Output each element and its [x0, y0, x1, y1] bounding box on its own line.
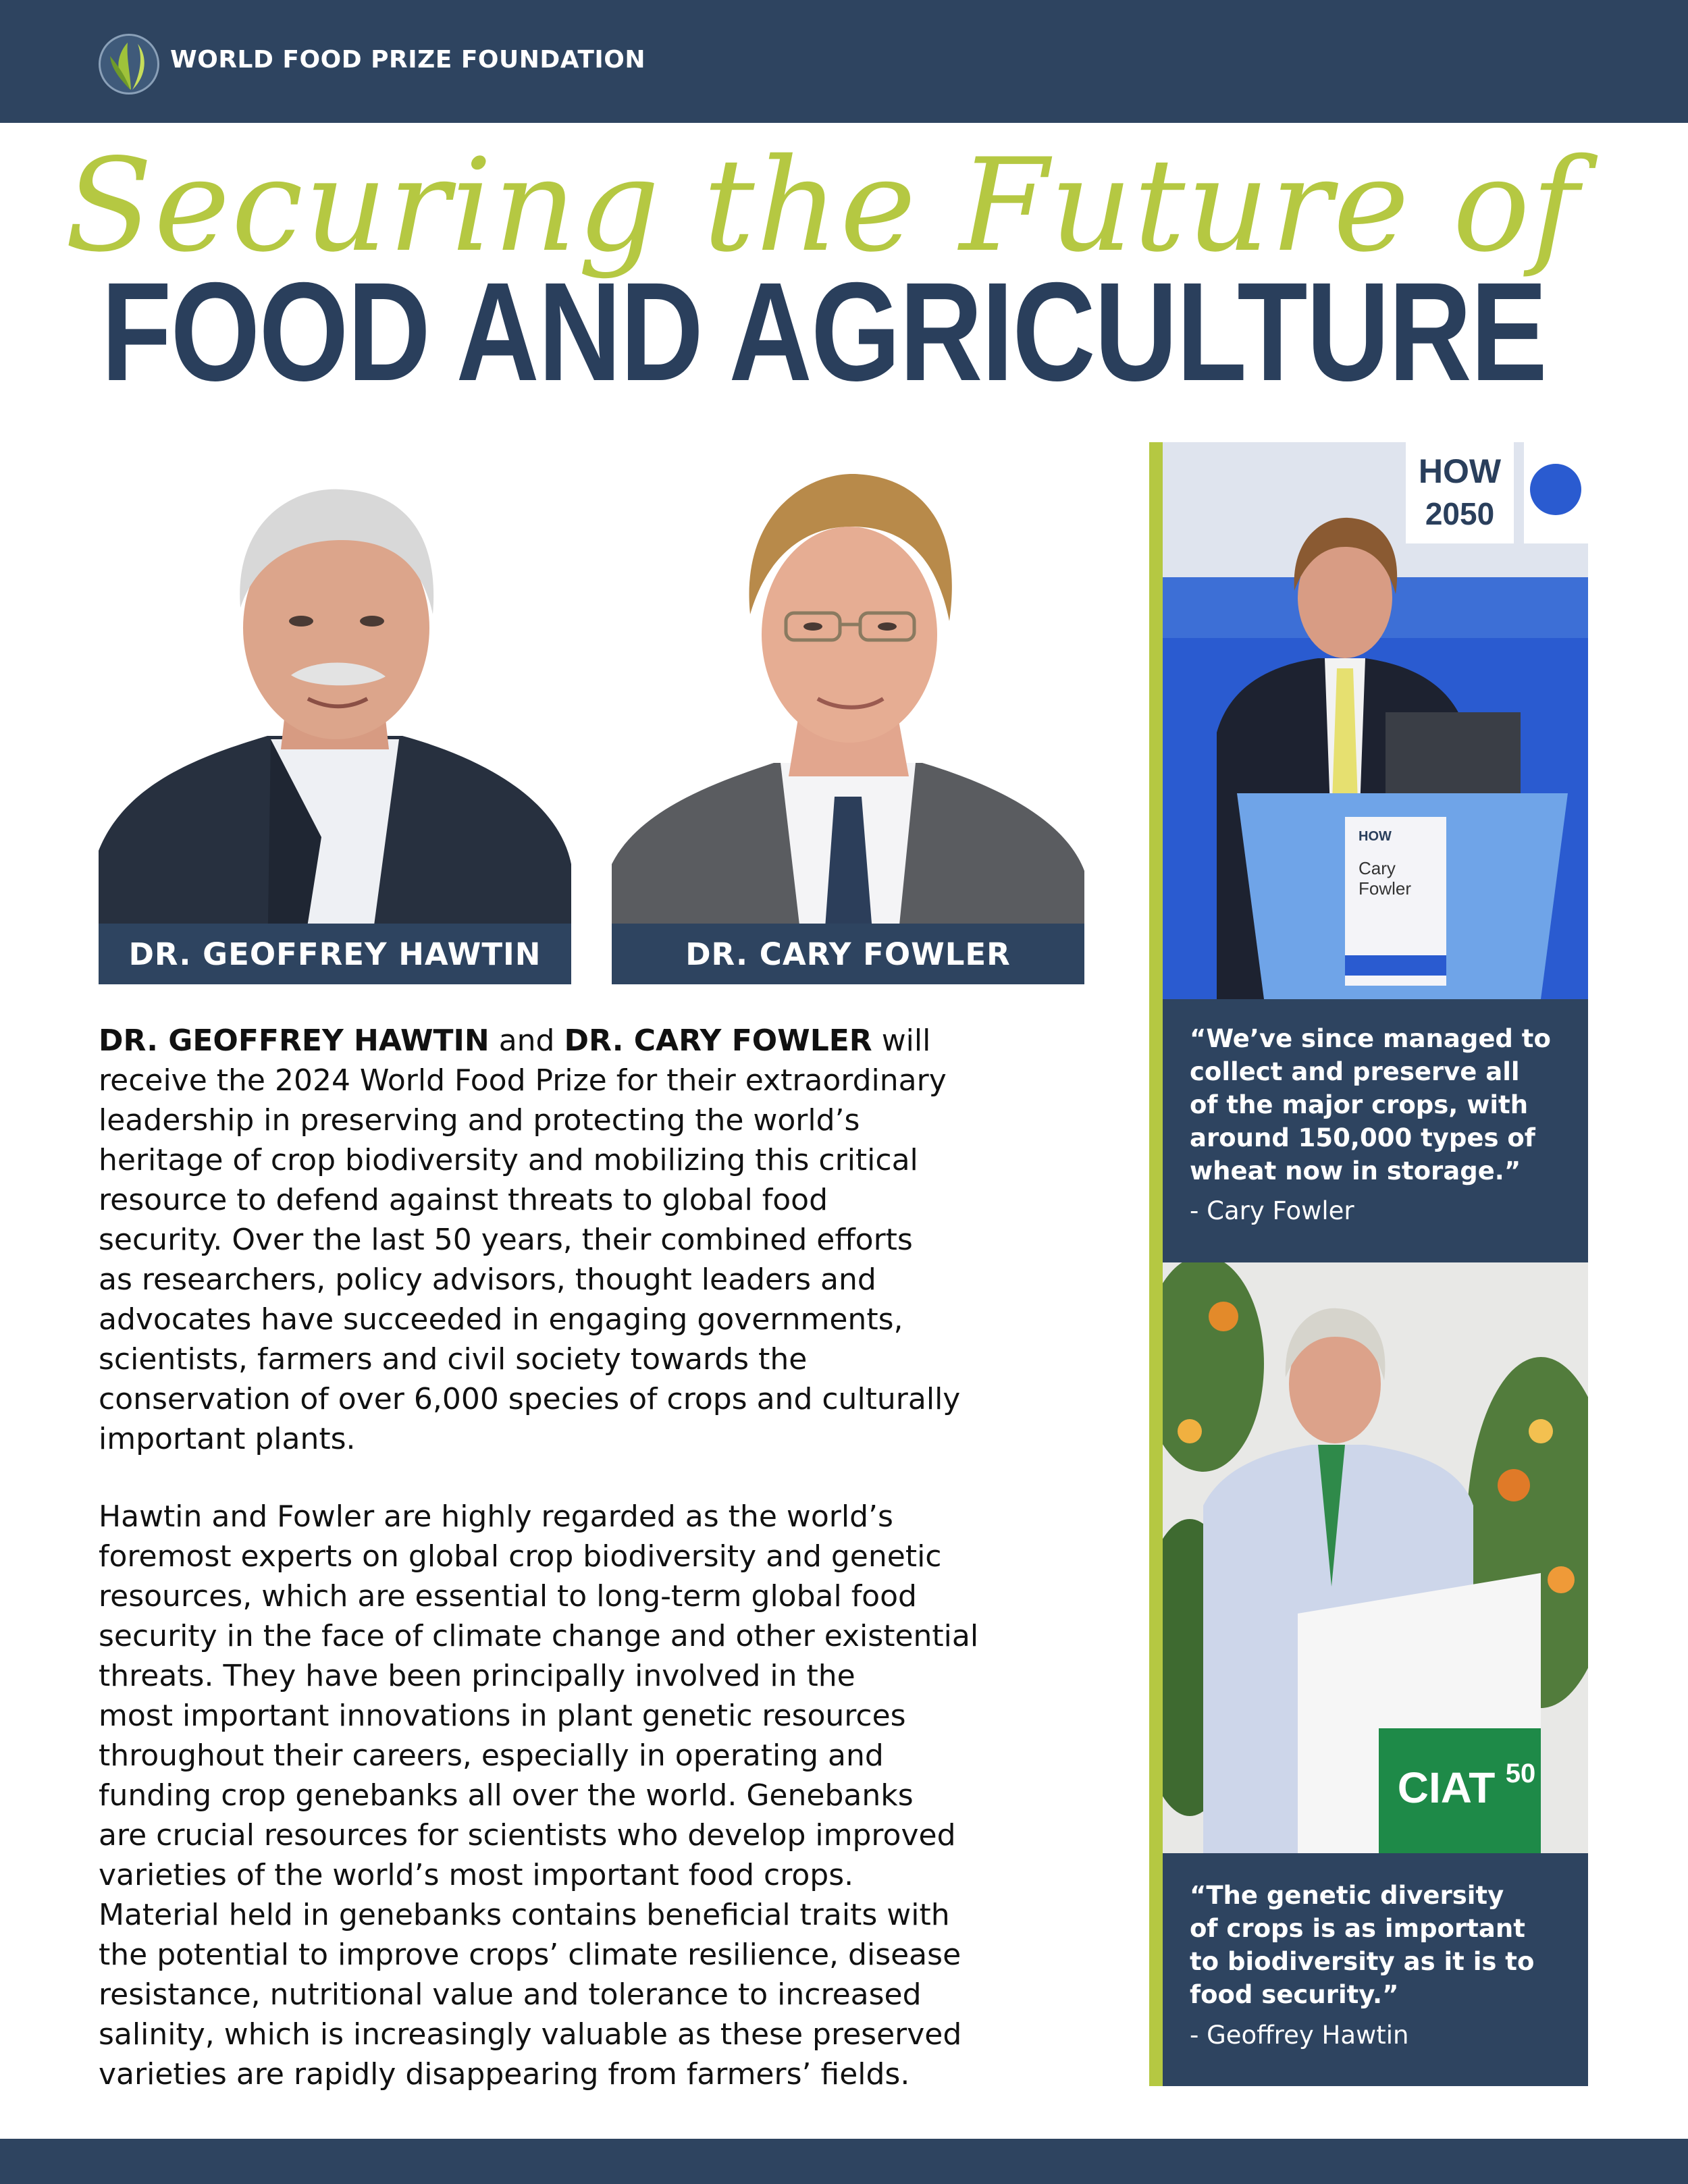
- quote-fowler: “We’ve since managed to collect and preserve all of the major crops, with around 150,000 types of wheat now in storage.”: [1190, 1024, 1551, 1186]
- banner-text: HOW: [1418, 452, 1502, 490]
- leaf-logo-icon: [99, 34, 159, 95]
- footer-bar: [0, 2139, 1688, 2184]
- quote-attribution-fowler: - Cary Fowler: [1190, 1196, 1354, 1225]
- article-paragraph-1: DR. GEOFFREY HAWTIN and DR. CARY FOWLER will receive the 2024 World Food Prize for their extraordinary leadership in preserving and protecting the world’s heritage of crop biodiversity and mobilizing this critical resource to defend against threats to global food security. Over the last 50 years, their combined efforts as researchers, policy advisors, thought leaders and advocates have succeeded in engaging governments, scientists, farmers and civil society towards the conservation of over 6,000 species of crops and culturally important plants.: [99, 1023, 961, 1456]
- badge-name-first: Cary: [1359, 858, 1396, 878]
- quote-hawtin: “The genetic diversity of crops is as important to biodiversity as it is to food security.”: [1190, 1881, 1535, 2009]
- name-label-fowler: DR. CARY FOWLER: [612, 924, 1084, 984]
- article-paragraph-2: Hawtin and Fowler are highly regarded as the world’s foremost experts on global crop biodiversity and genetic resources, which are essential to long-term global food security in the face of climate change and other existential threats. They have been principally involved in the most important innovations in plant genetic resources throughout their careers, especially in operating and funding crop genebanks all over the world. Genebanks are crucial resources for scientists who develop improved varieties of the world’s most important food crops. Material held in genebanks contains beneficial traits with the potential to improve crops’ climate resilience, disease resistance, nutritional value and tolerance to increased salinity, which is increasingly valuable as these preserved varieties are rapidly disappearing from farmers’ fields.: [99, 1499, 979, 2092]
- portrait-cary-fowler: [612, 432, 1084, 965]
- badge-name-last: Fowler: [1359, 878, 1412, 899]
- quote-attribution-hawtin: - Geoffrey Hawtin: [1190, 2021, 1409, 2050]
- quote-box-fowler: [1163, 999, 1588, 1262]
- portrait-geoffrey-hawtin: [99, 432, 571, 965]
- organization-name: WORLD FOOD PRIZE FOUNDATION: [170, 46, 646, 74]
- header-bar: [0, 0, 1688, 123]
- podium-sign-text: CIAT: [1397, 1763, 1496, 1812]
- page-title: FOOD AND AGRICULTURE: [101, 254, 1547, 410]
- podium-sign-number: 50: [1505, 1759, 1536, 1788]
- bold-name-hawtin: DR. GEOFFREY HAWTIN: [99, 1023, 490, 1058]
- name-label-hawtin: DR. GEOFFREY HAWTIN: [99, 924, 571, 984]
- badge-banner: HOW: [1359, 829, 1392, 844]
- script-title: Securing the Future of: [65, 131, 1581, 280]
- quote-box-hawtin: [1163, 1853, 1588, 2086]
- bold-name-fowler: DR. CARY FOWLER: [564, 1023, 872, 1058]
- photo-fowler-podium: [1163, 442, 1588, 999]
- banner-year: 2050: [1425, 496, 1495, 531]
- photo-hawtin-podium: [1163, 1262, 1588, 1853]
- sidebar-accent-rule: [1149, 442, 1163, 2086]
